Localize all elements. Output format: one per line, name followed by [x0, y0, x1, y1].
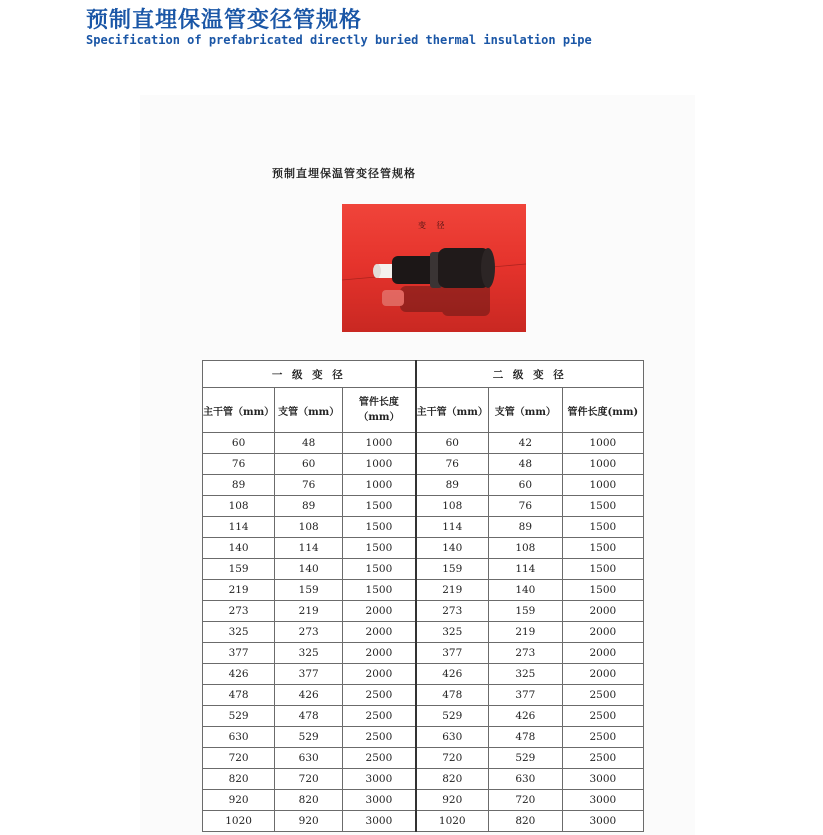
- table-cell: 478: [488, 727, 562, 748]
- table-row: [203, 769, 644, 790]
- table-cell: 920: [203, 790, 275, 811]
- table-cell: 3000: [562, 769, 643, 790]
- table-cell: 273: [275, 622, 343, 643]
- table-row: [203, 622, 644, 643]
- table-cell: 2000: [562, 664, 643, 685]
- table-cell: 273: [488, 643, 562, 664]
- column-header: 支管（mm）: [275, 388, 343, 433]
- table-cell: 60: [275, 454, 343, 475]
- table-row: [203, 496, 644, 517]
- table-cell: 3000: [562, 811, 643, 832]
- column-header: 管件长度（mm）: [343, 388, 416, 433]
- table-cell: 159: [275, 580, 343, 601]
- column-header: 管件长度(mm): [562, 388, 643, 433]
- table-cell: 1500: [562, 496, 643, 517]
- table-cell: 2500: [562, 685, 643, 706]
- table-row: [203, 454, 644, 475]
- table-cell: 529: [488, 748, 562, 769]
- table-cell: 1500: [343, 580, 416, 601]
- table-cell: 108: [203, 496, 275, 517]
- table-cell: 60: [203, 433, 275, 454]
- table-cell: 529: [203, 706, 275, 727]
- column-header: 主干管（mm）: [203, 388, 275, 433]
- table-cell: 529: [416, 706, 489, 727]
- table-cell: 2000: [343, 601, 416, 622]
- table-cell: 76: [203, 454, 275, 475]
- table-cell: 140: [275, 559, 343, 580]
- table-cell: 1500: [562, 580, 643, 601]
- table-cell: 720: [488, 790, 562, 811]
- spec-table: [202, 360, 644, 832]
- table-cell: 159: [203, 559, 275, 580]
- page-title: 预制直埋保温管变径管规格: [86, 8, 363, 33]
- table-row: [203, 790, 644, 811]
- table-row: [203, 685, 644, 706]
- table-cell: 1020: [203, 811, 275, 832]
- table-cell: 478: [416, 685, 489, 706]
- table-cell: 426: [416, 664, 489, 685]
- table-row: [203, 748, 644, 769]
- table-cell: 114: [203, 517, 275, 538]
- table-cell: 114: [275, 538, 343, 559]
- table-cell: 219: [488, 622, 562, 643]
- table-cell: 920: [416, 790, 489, 811]
- column-header: 主干管（mm）: [416, 388, 489, 433]
- table-cell: 2000: [562, 643, 643, 664]
- photo-caption: 变 径: [418, 221, 449, 230]
- table-cell: 219: [275, 601, 343, 622]
- table-cell: 42: [488, 433, 562, 454]
- table-cell: 377: [416, 643, 489, 664]
- reducer-pipe-image: [342, 204, 526, 332]
- table-cell: 820: [203, 769, 275, 790]
- table-cell: 720: [203, 748, 275, 769]
- table-row: [203, 664, 644, 685]
- table-cell: 3000: [343, 769, 416, 790]
- table-cell: 2000: [562, 601, 643, 622]
- table-cell: 60: [416, 433, 489, 454]
- table-cell: 2500: [343, 685, 416, 706]
- table-cell: 273: [416, 601, 489, 622]
- table-cell: 48: [488, 454, 562, 475]
- table-cell: 325: [275, 643, 343, 664]
- table-row: [203, 727, 644, 748]
- table-cell: 1500: [562, 517, 643, 538]
- table-cell: 48: [275, 433, 343, 454]
- table-cell: 114: [488, 559, 562, 580]
- table-cell: 76: [275, 475, 343, 496]
- table-cell: 1000: [343, 433, 416, 454]
- table-cell: 1500: [343, 496, 416, 517]
- table-row: [203, 433, 644, 454]
- table-cell: 426: [488, 706, 562, 727]
- table-cell: 820: [275, 790, 343, 811]
- table-cell: 630: [416, 727, 489, 748]
- group-header-first: 一 级 变 径: [203, 361, 416, 388]
- table-cell: 377: [203, 643, 275, 664]
- table-cell: 1500: [343, 538, 416, 559]
- table-row: [203, 706, 644, 727]
- table-cell: 2500: [343, 706, 416, 727]
- table-cell: 2500: [343, 748, 416, 769]
- table-cell: 529: [275, 727, 343, 748]
- table-cell: 219: [203, 580, 275, 601]
- table-row: [203, 517, 644, 538]
- table-cell: 478: [275, 706, 343, 727]
- table-cell: 140: [203, 538, 275, 559]
- table-cell: 159: [488, 601, 562, 622]
- spec-table-body: [203, 433, 644, 832]
- table-cell: 114: [416, 517, 489, 538]
- table-cell: 273: [203, 601, 275, 622]
- table-cell: 1500: [562, 538, 643, 559]
- table-cell: 219: [416, 580, 489, 601]
- table-cell: 630: [203, 727, 275, 748]
- table-cell: 720: [275, 769, 343, 790]
- table-cell: 2000: [562, 622, 643, 643]
- table-cell: 1500: [562, 559, 643, 580]
- table-cell: 1500: [343, 559, 416, 580]
- table-cell: 1000: [343, 475, 416, 496]
- table-cell: 2500: [343, 727, 416, 748]
- table-row: [203, 475, 644, 496]
- table-row: [203, 643, 644, 664]
- table-cell: 920: [275, 811, 343, 832]
- column-header-row: [203, 388, 644, 433]
- table-row: [203, 559, 644, 580]
- table-cell: 377: [488, 685, 562, 706]
- table-cell: 325: [488, 664, 562, 685]
- table-cell: 108: [488, 538, 562, 559]
- table-row: [203, 538, 644, 559]
- table-cell: 720: [416, 748, 489, 769]
- table-cell: 3000: [562, 790, 643, 811]
- table-cell: 140: [416, 538, 489, 559]
- product-photo: [342, 204, 526, 332]
- table-cell: 76: [416, 454, 489, 475]
- table-cell: 2500: [562, 727, 643, 748]
- table-cell: 2500: [562, 706, 643, 727]
- table-row: [203, 601, 644, 622]
- table-cell: 1020: [416, 811, 489, 832]
- table-cell: 89: [488, 517, 562, 538]
- table-cell: 108: [416, 496, 489, 517]
- table-cell: 1000: [562, 454, 643, 475]
- table-cell: 2500: [562, 748, 643, 769]
- table-cell: 426: [275, 685, 343, 706]
- group-header-row: [203, 361, 644, 388]
- table-cell: 426: [203, 664, 275, 685]
- table-cell: 108: [275, 517, 343, 538]
- table-cell: 820: [416, 769, 489, 790]
- table-cell: 1000: [343, 454, 416, 475]
- table-cell: 2000: [343, 643, 416, 664]
- table-cell: 1000: [562, 433, 643, 454]
- column-header: 支管（mm）: [488, 388, 562, 433]
- table-cell: 2000: [343, 622, 416, 643]
- table-cell: 1000: [562, 475, 643, 496]
- table-cell: 377: [275, 664, 343, 685]
- table-cell: 159: [416, 559, 489, 580]
- table-cell: 630: [488, 769, 562, 790]
- table-cell: 3000: [343, 811, 416, 832]
- page-subtitle: Specification of prefabricated directly buried thermal insulation pipe: [86, 33, 592, 47]
- table-cell: 89: [416, 475, 489, 496]
- table-cell: 89: [275, 496, 343, 517]
- table-row: [203, 811, 644, 832]
- document-title: 预制直埋保温管变径管规格: [272, 167, 416, 180]
- table-cell: 60: [488, 475, 562, 496]
- table-cell: 3000: [343, 790, 416, 811]
- group-header-second: 二 级 变 径: [416, 361, 644, 388]
- table-cell: 478: [203, 685, 275, 706]
- table-cell: 140: [488, 580, 562, 601]
- table-cell: 325: [203, 622, 275, 643]
- table-cell: 2000: [343, 664, 416, 685]
- table-cell: 89: [203, 475, 275, 496]
- table-cell: 76: [488, 496, 562, 517]
- table-row: [203, 580, 644, 601]
- table-cell: 325: [416, 622, 489, 643]
- table-cell: 820: [488, 811, 562, 832]
- table-cell: 1500: [343, 517, 416, 538]
- table-cell: 630: [275, 748, 343, 769]
